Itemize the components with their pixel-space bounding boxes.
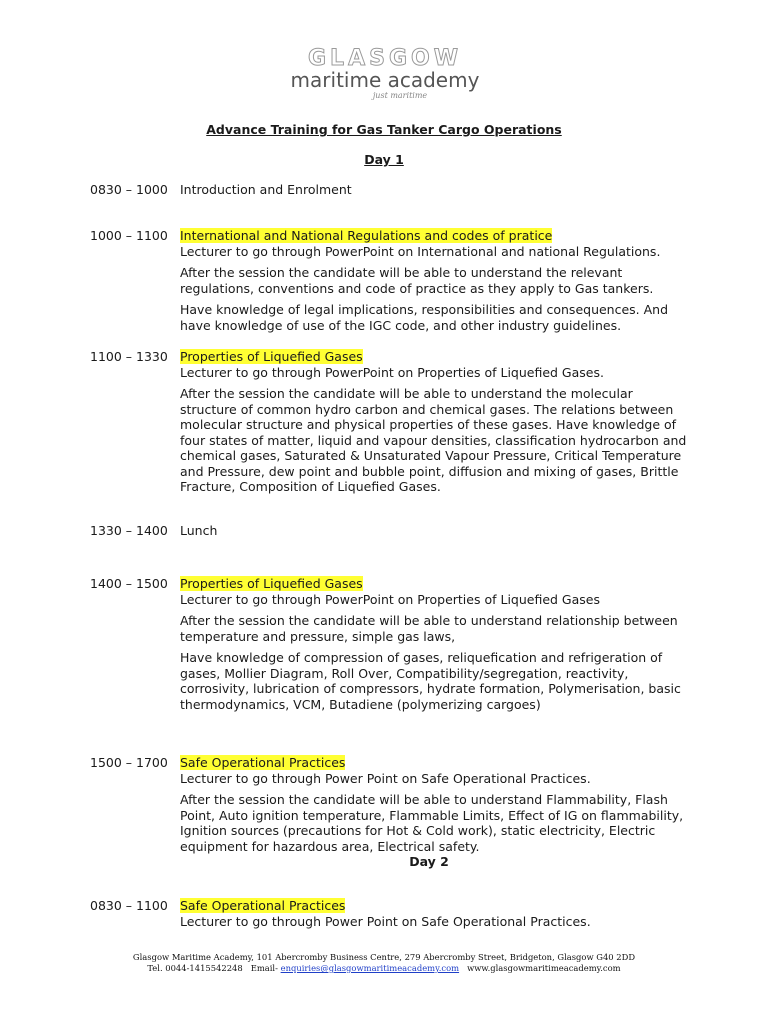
time-slot: 0830 – 1000 <box>90 182 168 197</box>
lecturer-note: Lecturer to go through PowerPoint on International and national Regulations. <box>180 243 661 259</box>
session-title: Safe Operational Practices <box>180 898 346 913</box>
logo-wordmark-top: GLASGOW <box>308 46 462 71</box>
session-description: After the session the candidate will be able to understand relationship between temperature and pressure, simple gas laws, <box>180 613 678 644</box>
footer-address: Glasgow Maritime Academy, 101 Abercromby Business Centre, 279 Abercromby Street, Bridgeton, Glasgow G40 2DD <box>132 952 636 962</box>
time-slot: 1400 – 1500 <box>90 576 168 591</box>
day-2-heading: Day 2 <box>409 854 449 869</box>
time-slot: 1330 – 1400 <box>90 523 168 538</box>
footer-contact <box>0 963 768 974</box>
time-slot: 0830 – 1100 <box>90 898 168 913</box>
footer-website[interactable]: www.glasgowmaritimeacademy.com <box>467 963 621 973</box>
time-slot: 1500 – 1700 <box>90 755 168 770</box>
time-slot: 1100 – 1330 <box>90 349 168 364</box>
page-footer <box>0 952 768 974</box>
document-title: Advance Training for Gas Tanker Cargo Operations <box>206 122 562 137</box>
footer-email-label: Email- <box>250 963 278 973</box>
time-slot: 1000 – 1100 <box>90 228 168 243</box>
session-description: Have knowledge of compression of gases, reliquefication and refrigeration of gases, Mollier Diagram, Roll Over, Compatibility/segregation, reactivity, corrosivity, lubrication of compressors, hydrate formation, Polymerisation, basic thermodynamics, VCM, Butadiene (polymerizing cargoes) <box>180 650 681 712</box>
session-title: Introduction and Enrolment <box>180 182 352 197</box>
lecturer-note: Lecturer to go through Power Point on Safe Operational Practices. <box>180 770 591 786</box>
logo-wordmark-main: maritime academy <box>290 68 480 92</box>
academy-logo <box>290 48 480 101</box>
footer-email-link[interactable]: enquiries@glasgowmaritimeacademy.com <box>280 963 460 973</box>
lecturer-note: Lecturer to go through PowerPoint on Properties of Liquefied Gases. <box>180 364 604 380</box>
session-title: Properties of Liquefied Gases <box>180 576 363 591</box>
footer-telephone: Tel. 0044-1415542248 <box>147 963 243 973</box>
session-description: After the session the candidate will be able to understand the relevant regulations, conventions and code of practice as they apply to Gas tankers. <box>180 265 654 296</box>
session-description: After the session the candidate will be able to understand the molecular structure of common hydro carbon and chemical gases. The relations between molecular structure and physical properties of these gases. Have knowledge of four states of matter, liquid and vapour densities, classification hydrocarbon and chemical gases, Saturated & Unsaturated Vapour Pressure, Critical Temperature and Pressure, dew point and bubble point, diffusion and mixing of gases, Brittle Fracture, Composition of Liquefied Gases. <box>180 386 687 494</box>
lecturer-note: Lecturer to go through PowerPoint on Properties of Liquefied Gases <box>180 591 600 607</box>
session-title: Safe Operational Practices <box>180 755 346 770</box>
lecturer-note: Lecturer to go through Power Point on Safe Operational Practices. <box>180 913 591 929</box>
session-title: International and National Regulations and codes of pratice <box>180 228 553 243</box>
logo-tagline: just maritime <box>372 91 428 100</box>
day-1-heading: Day 1 <box>364 152 404 167</box>
session-description: After the session the candidate will be able to understand Flammability, Flash Point, Auto ignition temperature, Flammable Limits, Effect of IG on flammability, Ignition sources (precautions for Hot & Cold work), static electricity, Electric equipment for hazardous area, Electrical safety. <box>180 792 684 854</box>
session-title: Properties of Liquefied Gases <box>180 349 363 364</box>
session-title: Lunch <box>180 523 218 538</box>
session-description: Have knowledge of legal implications, responsibilities and consequences. And have knowledge of use of the IGC code, and other industry guidelines. <box>180 302 669 333</box>
